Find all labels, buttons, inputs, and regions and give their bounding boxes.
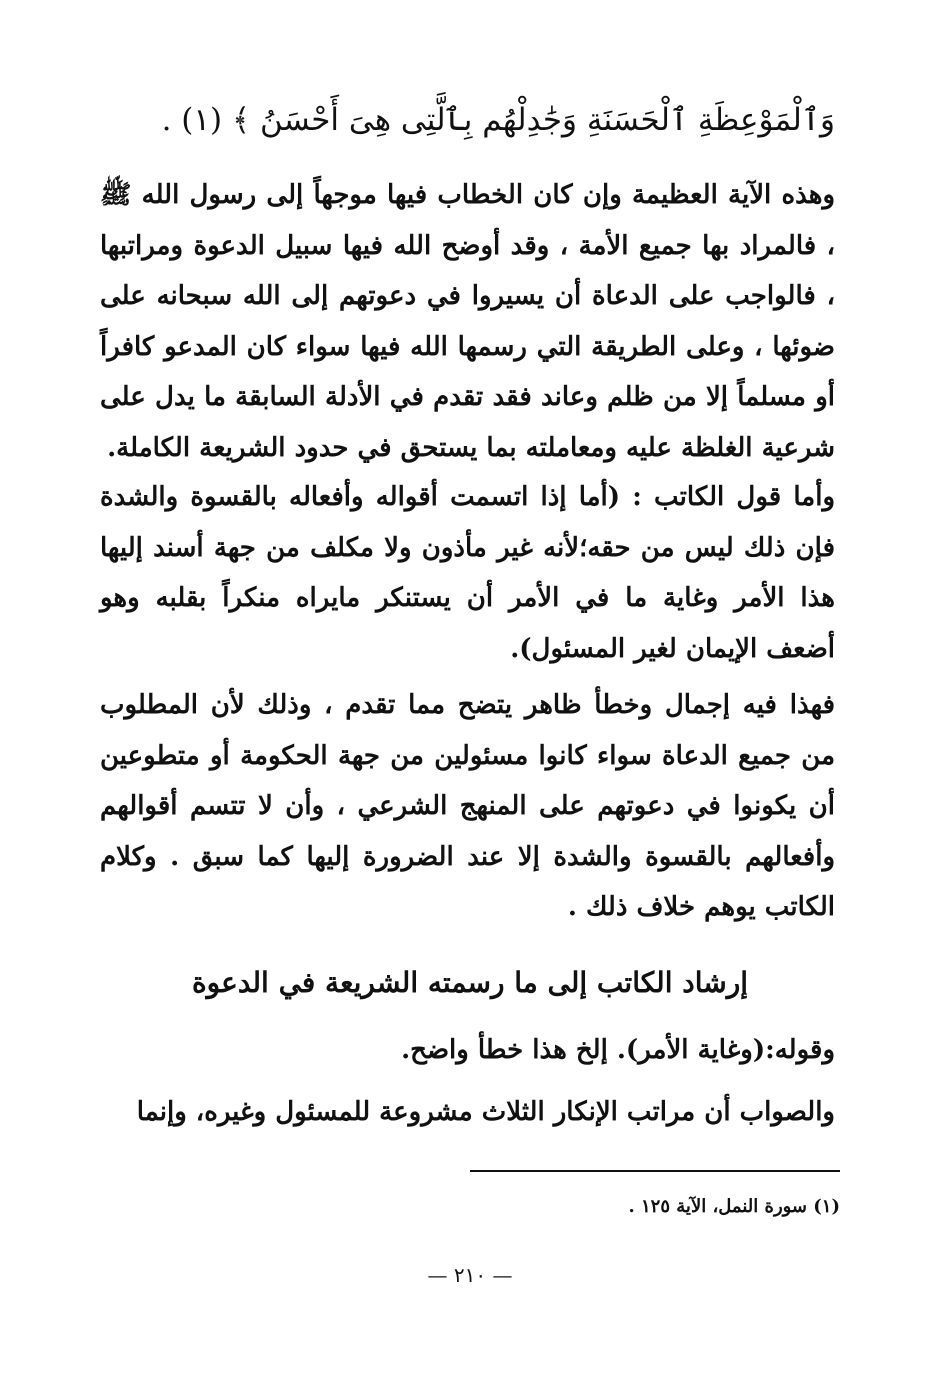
page-number: — ٢١٠ — bbox=[427, 1263, 513, 1287]
statement-line: وقوله:(وغاية الأمر). إلخ هذا خطأ واضح. bbox=[401, 1035, 835, 1065]
quran-verse-fragment: وَٱلْمَوْعِظَةِ ٱلْحَسَنَةِ وَجَٰدِلْهُم بِٱلَّتِى هِىَ أَحْسَنُ ﴾ (١) . bbox=[161, 102, 835, 138]
paragraph-verse-commentary: وهذه الآية العظيمة وإن كان الخطاب فيها موجهاً إلى رسول الله ﷺ ، فالمراد بها جميع الأمة ، وقد أوضح الله فيها سبيل الدعوة ومراتبها ، فالواجب على الدعاة أن يسيروا في دعوتهم إلى الله سبحانه على ضوئها ، وعلى الطريقة التي رسمها الله فيها سواء كان المدعو كافراً أو مسلماً إلا من ظلم وعاند فقد تقدم في الأدلة السابقة ما يدل على شرعية الغلظة عليه ومعاملته بما يستحق في حدود الشريعة الكاملة. bbox=[100, 180, 836, 463]
final-line: والصواب أن مراتب الإنكار الثلاث مشروعة للمسئول وغيره، وإنما bbox=[136, 1097, 835, 1127]
footnote: (١) سورة النمل، الآية ١٢٥ . bbox=[628, 1196, 840, 1217]
paragraph-response: فهذا فيه إجمال وخطأ ظاهر يتضح مما تقدم ، وذلك لأن المطلوب من جميع الدعاة سواء كانوا مسئولين من جهة الحكومة أو متطوعين أن يكونوا في دعوتهم على المنهج الشرعي ، وأن لا تتسم أقوالهم وأفعالهم بالقسوة والشدة إلا عند الضرورة إليها كما سبق . وكلام الكاتب يوهم خلاف ذلك . bbox=[100, 690, 835, 922]
section-heading: إرشاد الكاتب إلى ما رسمته الشريعة في الدعوة bbox=[191, 966, 749, 999]
paragraph-writer-quote: وأما قول الكاتب : (أما إذا اتسمت أقواله وأفعاله بالقسوة والشدة فإن ذلك ليس من حقه؛لأنه غير مأذون ولا مكلف من جهة أسند إليها هذا الأمر وغاية ما في الأمر أن يستنكر مايراه منكراً بقلبه وهو أضعف الإيمان لغير المسئول). bbox=[100, 482, 835, 664]
footnote-divider bbox=[470, 1170, 840, 1172]
